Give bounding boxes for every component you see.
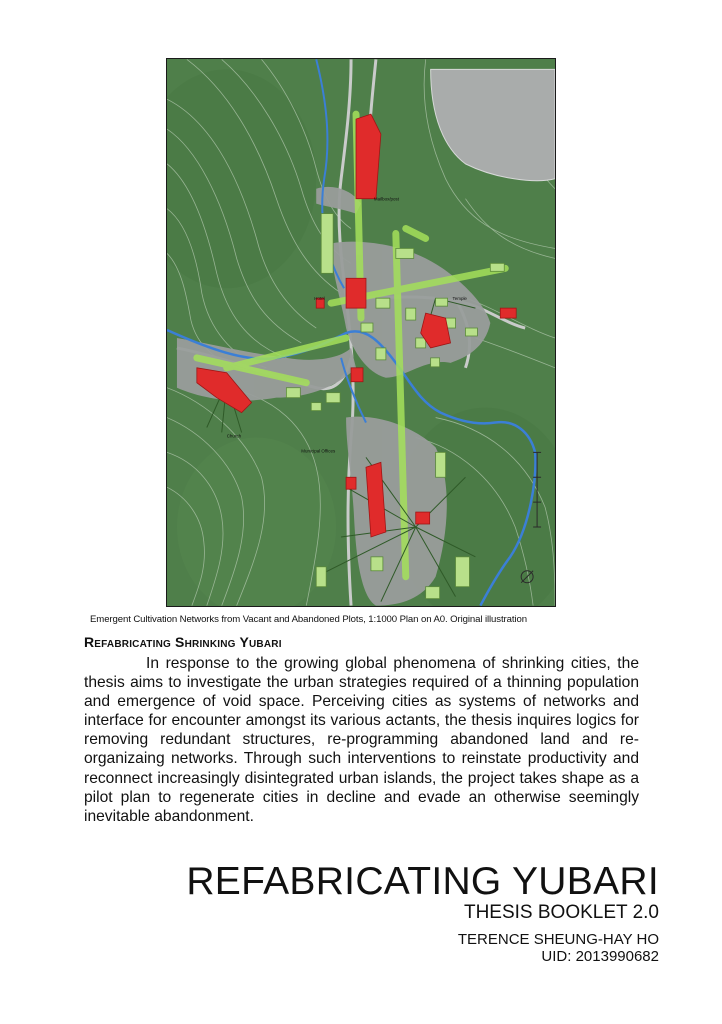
abstract-paragraph: In response to the growing global phenomena of shrinking cities, the thesis aims to investigate the urban strategies required of a thinning population and emergence of void space. Perceiving cities as systems of networks and interface for encounter amongst its various actants, the thesis inquires logics for removing redundant structures, re-programming abandoned land and re-organizaing networks. Through such interventions to reinstate productivity and reconnect increasingly disintegrated urban islands, the project takes shape as a pilot plan to regenerate cities in decline and evade an otherwise seemingly inevitable abandonment. [84, 655, 639, 825]
booklet-title: REFABRICATING YUBARI [186, 860, 659, 903]
student-uid: UID: 2013990682 [541, 948, 659, 965]
map-label-1: Mailbox/post [373, 196, 400, 202]
map-label-2: Hotel [314, 296, 325, 302]
booklet-subtitle: THESIS BOOKLET 2.0 [463, 902, 659, 923]
site-plan-illustration [167, 59, 555, 606]
author-name: TERENCE SHEUNG-HAY HO [457, 931, 659, 948]
map-label-3: Temple [452, 296, 467, 302]
map-label-4: Church [226, 433, 242, 439]
section-heading: Refabricating Shrinking Yubari [84, 634, 282, 650]
site-plan-map [166, 58, 556, 607]
figure-caption: Emergent Cultivation Networks from Vacant and Abandoned Plots, 1:1000 Plan on A0. Original illustration [90, 614, 527, 625]
map-label-5: Municipal Offices [301, 448, 336, 454]
